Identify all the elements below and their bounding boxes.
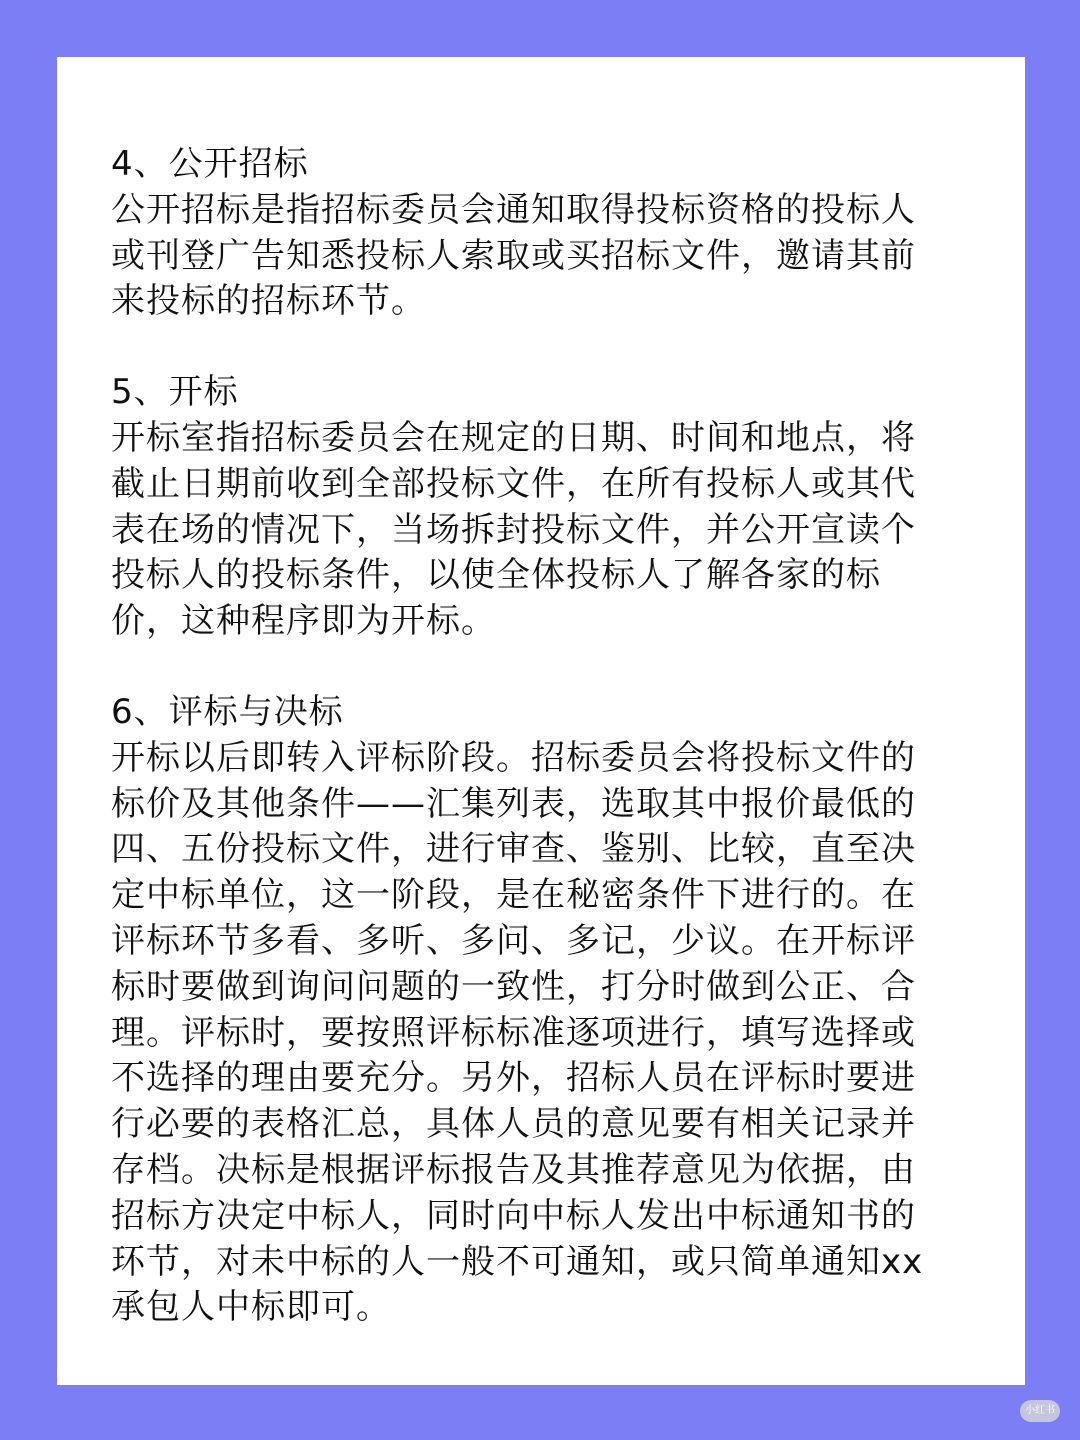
section-public-bidding <box>111 142 981 325</box>
section-evaluation-award <box>111 690 981 1331</box>
section-heading: 6、评标与决标 <box>111 691 344 732</box>
section-bid-opening <box>111 370 981 645</box>
section-body: 公开招标是指招标委员会通知取得投标资格的投标人 或刊登广告知悉投标人索取或买招标文件，邀请其前 来投标的招标环节。 <box>111 189 916 322</box>
section-heading: 5、开标 <box>111 372 239 413</box>
section-body: 开标以后即转入评标阶段。招标委员会将投标文件的 标价及其他条件——汇集列表，选取其中报价最低的 四、五份投标文件，进行审查、鉴别、比较，直至决 定中标单位，这一阶段，是在秘密条件下进行的。在 评标环节多看、多听、多问、多记，少议。在开标评 标时要做到询问问题的一致性，打分时做到公正、合 理。评标时，要按照评标标准逐项进行，填写选择或 不选择的理由要充分。另外，招标人员在评标时要进 行必要的表格汇总，具体人员的意见要有相关记录并 存档。决标是根据评标报告及其推荐意见为依据，由 招标方决定中标人，同时向中标人发出中标通知书的 环节，对未中标的人一般不可通知，或只简单通知xx 承包人中标即可。 <box>111 737 924 1328</box>
content-card <box>57 57 1025 1385</box>
section-heading: 4、公开招标 <box>111 144 309 184</box>
watermark-logo: 小红书 <box>1020 1400 1060 1422</box>
section-body: 开标室指招标委员会在规定的日期、时间和地点，将 截止日期前收到全部投标文件，在所有投标人或其代 表在场的情况下，当场拆封投标文件，并公开宣读个 投标人的投标条件，以使全体投标人了解各家的标 价，这种程序即为开标。 <box>111 417 916 642</box>
article-content <box>111 142 981 1331</box>
